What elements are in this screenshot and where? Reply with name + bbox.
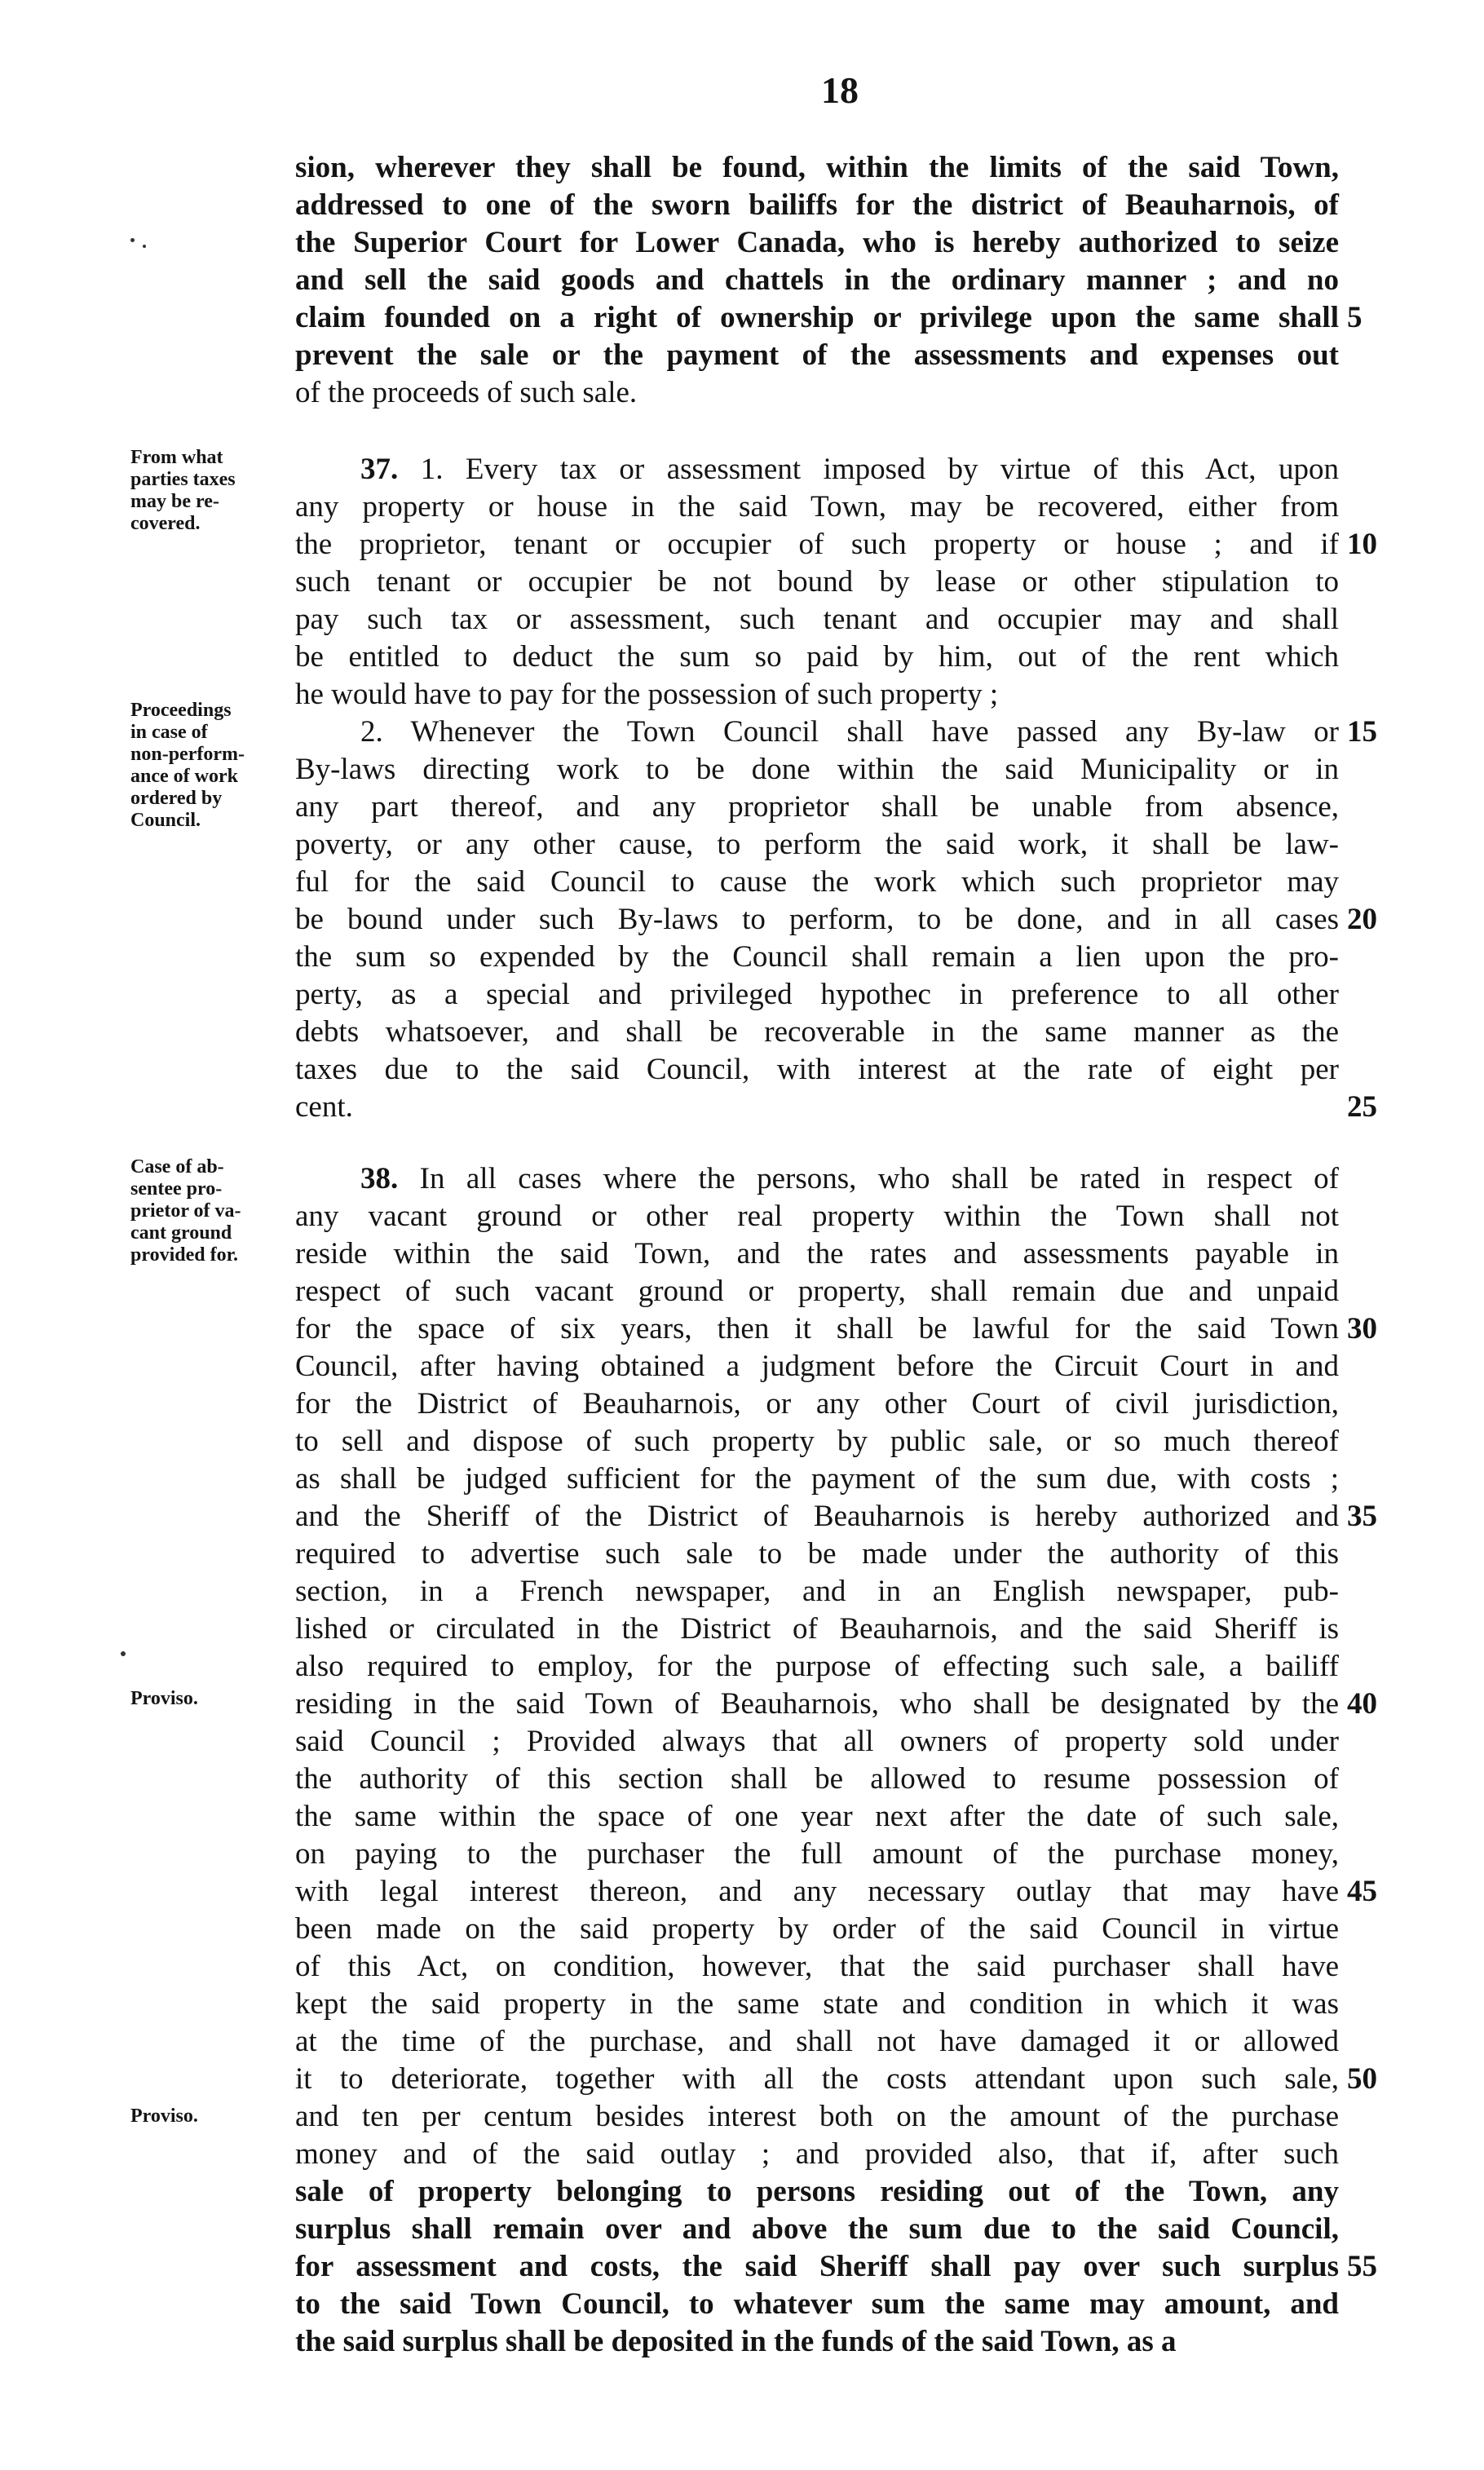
ink-speck: [121, 1651, 126, 1656]
text-line: residing in the said Town of Beauharnois, who shall be designated by the: [295, 1687, 1339, 1721]
text-line: on paying to the purchaser the full amount of the purchase money,: [295, 1837, 1339, 1871]
line-number: 35: [1347, 1500, 1377, 1533]
text-line: of this Act, on condition, however, that the said purchaser shall have: [295, 1950, 1339, 1983]
line-number: 10: [1347, 528, 1377, 561]
line-number: 15: [1347, 715, 1377, 749]
text-line: pay such tax or assessment, such tenant and occupier may and shall: [295, 603, 1339, 636]
text-line: sion, wherever they shall be found, within the limits of the said Town,: [295, 151, 1339, 184]
text-line: claim founded on a right of ownership or privilege upon the same shall: [295, 301, 1339, 334]
text-line: By-laws directing work to be done within the said Municipality or in: [295, 753, 1339, 786]
text-line: the same within the space of one year next after the date of such sale,: [295, 1800, 1339, 1833]
text-line: for the space of six years, then it shall be lawful for the said Town: [295, 1312, 1339, 1345]
text-line: any vacant ground or other real property within the Town shall not: [295, 1200, 1339, 1233]
text-line: prevent the sale or the payment of the assessments and expenses out: [295, 338, 1339, 372]
text-line: money and of the said outlay ; and provided also, that if, after such: [295, 2137, 1339, 2171]
margin-note: From what parties taxes may be re- covered.: [130, 447, 236, 534]
text-line: it to deteriorate, together with all the costs attendant upon such sale,: [295, 2062, 1339, 2096]
text-line: debts whatsoever, and shall be recoverable in the same manner as the: [295, 1015, 1339, 1049]
text-line: required to advertise such sale to be made under the authority of this: [295, 1537, 1339, 1571]
text-line: said Council ; Provided always that all owners of property sold under: [295, 1725, 1339, 1758]
line-number: 5: [1347, 301, 1363, 334]
text-line: lished or circulated in the District of Beauharnois, and the said Sheriff is: [295, 1612, 1339, 1646]
text-line: as shall be judged sufficient for the payment of the sum due, with costs ;: [295, 1462, 1339, 1496]
text-line: also required to employ, for the purpose of effecting such sale, a bailiff: [295, 1650, 1339, 1683]
line-number: 30: [1347, 1312, 1377, 1345]
text-line: Council, after having obtained a judgment before the Circuit Court in and: [295, 1350, 1339, 1383]
text-line: the said surplus shall be deposited in the funds of the said Town, as a: [295, 2325, 1177, 2358]
margin-note: Proviso.: [130, 1688, 198, 1709]
text-line: and ten per centum besides interest both on the amount of the purchase: [295, 2100, 1339, 2133]
text-line: to the said Town Council, to whatever sum the same may amount, and: [295, 2287, 1339, 2321]
line-number: 20: [1347, 903, 1377, 936]
text-line: to sell and dispose of such property by public sale, or so much thereof: [295, 1425, 1339, 1458]
text-line: cent.: [295, 1090, 353, 1124]
text-line: kept the said property in the same state and condition in which it was: [295, 1987, 1339, 2021]
text-line: 38. In all cases where the persons, who shall be rated in respect of: [360, 1162, 1339, 1195]
text-line: any part thereof, and any proprietor shall be unable from absence,: [295, 790, 1339, 824]
text-line: of the proceeds of such sale.: [295, 376, 638, 409]
text-line: perty, as a special and privileged hypothec in preference to all other: [295, 978, 1339, 1011]
margin-note: Proviso.: [130, 2105, 198, 2127]
section-number: 38.: [360, 1162, 399, 1195]
text-line: for the District of Beauharnois, or any other Court of civil jurisdiction,: [295, 1387, 1339, 1421]
text-line: at the time of the purchase, and shall not have damaged it or allowed: [295, 2025, 1339, 2058]
section-number: 37.: [360, 453, 399, 486]
text-line: he would have to pay for the possession of such property ;: [295, 678, 999, 711]
text-line: such tenant or occupier be not bound by lease or other stipulation to: [295, 565, 1339, 599]
text-line: any property or house in the said Town, may be recovered, either from: [295, 490, 1339, 524]
ink-speck: [143, 245, 146, 248]
margin-note: Case of ab- sentee pro- prietor of va- cant ground provided for.: [130, 1156, 241, 1266]
page-number: 18: [821, 69, 859, 111]
line-number: 50: [1347, 2062, 1377, 2096]
text-line: be bound under such By-laws to perform, to be done, and in all cases: [295, 903, 1339, 936]
line-number: 55: [1347, 2250, 1377, 2283]
text-line: sale of property belonging to persons residing out of the Town, any: [295, 2175, 1339, 2208]
margin-note: Proceedings in case of non-perform- ance of work ordered by Council.: [130, 700, 245, 831]
text-line: surplus shall remain over and above the sum due to the said Council,: [295, 2212, 1339, 2246]
text-line: poverty, or any other cause, to perform the said work, it shall be law-: [295, 828, 1339, 861]
text-line: and sell the said goods and chattels in the ordinary manner ; and no: [295, 263, 1339, 297]
text-line: the authority of this section shall be allowed to resume possession of: [295, 1762, 1339, 1796]
line-number: 25: [1347, 1090, 1377, 1124]
text-line: been made on the said property by order of the said Council in virtue: [295, 1912, 1339, 1946]
text-line: ful for the said Council to cause the work which such proprietor may: [295, 865, 1339, 899]
text-line: the sum so expended by the Council shall remain a lien upon the pro-: [295, 940, 1339, 974]
text-line: addressed to one of the sworn bailiffs for the district of Beauharnois, of: [295, 188, 1339, 222]
text-line: for assessment and costs, the said Sheriff shall pay over such surplus: [295, 2250, 1339, 2283]
text-line: 2. Whenever the Town Council shall have passed any By-law or: [360, 715, 1339, 749]
text-line: the Superior Court for Lower Canada, who is hereby authorized to seize: [295, 226, 1339, 259]
text-line: be entitled to deduct the sum so paid by him, out of the rent which: [295, 640, 1339, 674]
text-line: the proprietor, tenant or occupier of such property or house ; and if: [295, 528, 1339, 561]
line-number: 45: [1347, 1875, 1377, 1908]
text-line: 37. 1. Every tax or assessment imposed by virtue of this Act, upon: [360, 453, 1339, 486]
text-line: reside within the said Town, and the rates and assessments payable in: [295, 1237, 1339, 1270]
text-line: with legal interest thereon, and any necessary outlay that may have: [295, 1875, 1339, 1908]
text-line: and the Sheriff of the District of Beauharnois is hereby authorized and: [295, 1500, 1339, 1533]
text-line: taxes due to the said Council, with interest at the rate of eight per: [295, 1053, 1339, 1086]
text-line: respect of such vacant ground or property, shall remain due and unpaid: [295, 1275, 1339, 1308]
line-number: 40: [1347, 1687, 1377, 1721]
text-line: section, in a French newspaper, and in an English newspaper, pub-: [295, 1575, 1339, 1608]
ink-speck: [130, 238, 135, 242]
